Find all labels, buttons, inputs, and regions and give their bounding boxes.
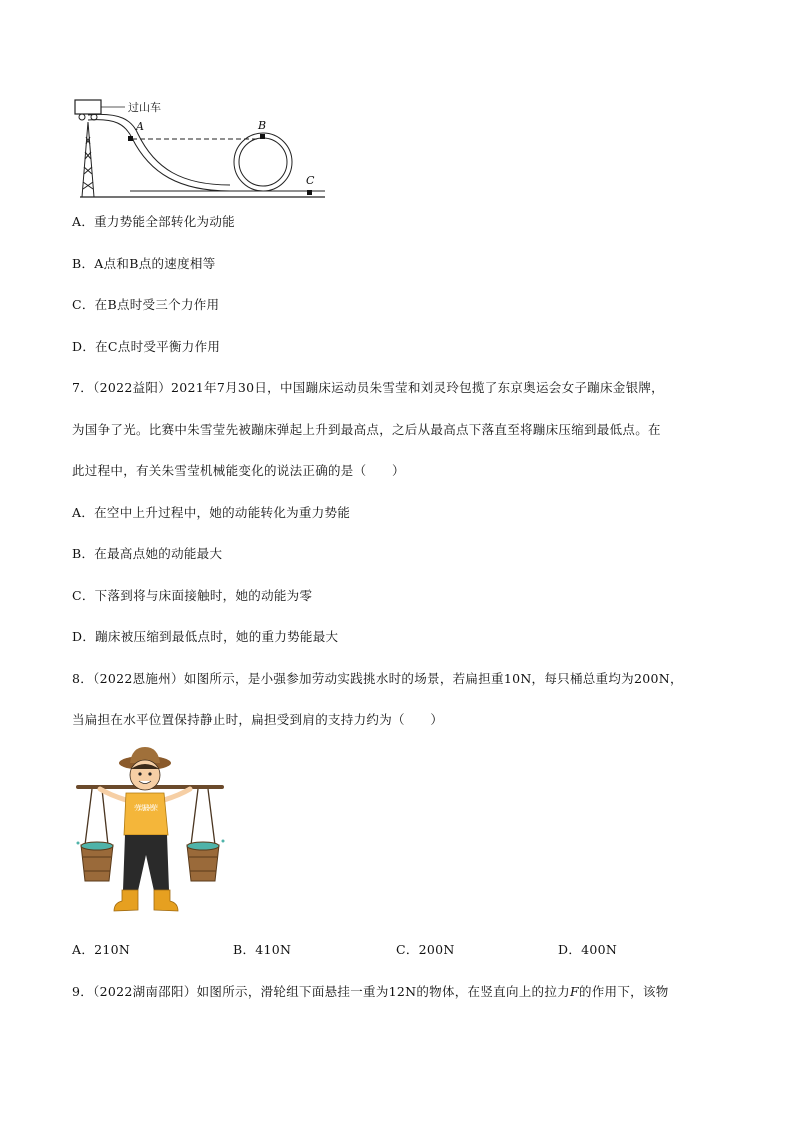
q7-option-b: B．在最高点她的动能最大: [72, 546, 223, 561]
q6-option-a: A．重力势能全部转化为动能: [72, 214, 235, 229]
point-a-label: A: [136, 120, 144, 133]
q7-option-c: C．下落到将与床面接触时，她的动能为零: [72, 588, 313, 603]
q8-stem-line-1: 8．（2022恩施州）如图所示，是小强参加劳动实践挑水时的场景，若扁担重10N，每只桶总重均为200N，: [72, 671, 683, 686]
car-label: 过山车: [128, 101, 161, 114]
roller-coaster-figure: [70, 94, 330, 204]
right-boot-icon: [154, 890, 178, 911]
point-c-marker: [307, 190, 312, 195]
right-bucket-icon: [187, 842, 219, 881]
q8-stem-line-2: 当扁担在水平位置保持静止时，扁担受到肩的支持力约为（ ）: [72, 712, 444, 727]
left-bucket-icon: [81, 842, 113, 881]
q8-option-b: B．410N: [233, 942, 292, 957]
q7-stem-line-1: 7．（2022益阳）2021年7月30日，中国蹦床运动员朱雪莹和刘灵玲包揽了东京奥运会女子蹦床金银牌，: [72, 380, 664, 395]
q8-option-d: D．400N: [558, 942, 618, 957]
left-boot-icon: [114, 890, 138, 911]
point-b-marker: [260, 134, 265, 139]
q7-option-d: D．蹦床被压缩到最低点时，她的重力势能最大: [72, 629, 339, 644]
black-pants: [123, 835, 169, 891]
q8-option-a: A．210N: [72, 942, 131, 957]
q7-stem-line-2: 为国争了光。比赛中朱雪莹先被蹦床弹起上升到最高点，之后从最高点下落直至将蹦床压缩到最低点。在: [72, 422, 661, 437]
q8-option-c: C．200N: [396, 942, 455, 957]
yellow-shirt: [124, 793, 168, 835]
q7-stem-line-3: 此过程中，有关朱雪莹机械能变化的说法正确的是（ ）: [72, 463, 405, 478]
q9-force-symbol: F: [569, 984, 579, 999]
q6-option-c: C．在B点时受三个力作用: [72, 297, 220, 312]
q9-stem-prefix: 9．（2022湖南邵阳）如图所示，滑轮组下面悬挂一重为12N的物体，在竖直向上的拉力: [72, 984, 570, 999]
point-a-marker: [128, 136, 133, 141]
point-c-label: C: [306, 174, 315, 187]
q9-stem-line-1: [72, 983, 669, 1001]
boy-carrying-buckets-figure: [70, 745, 230, 920]
q7-option-a: A．在空中上升过程中，她的动能转化为重力势能: [72, 505, 351, 520]
q9-stem-suffix: 的作用下，该物: [578, 984, 669, 999]
point-b-label: B: [258, 119, 267, 132]
shirt-slogan: 劳动最光荣: [134, 804, 158, 812]
q6-option-d: D．在C点时受平衡力作用: [72, 339, 221, 354]
q6-option-b: B．A点和B点的速度相等: [72, 256, 216, 271]
tower-icon: [82, 122, 94, 197]
coaster-car-icon: [75, 100, 101, 114]
